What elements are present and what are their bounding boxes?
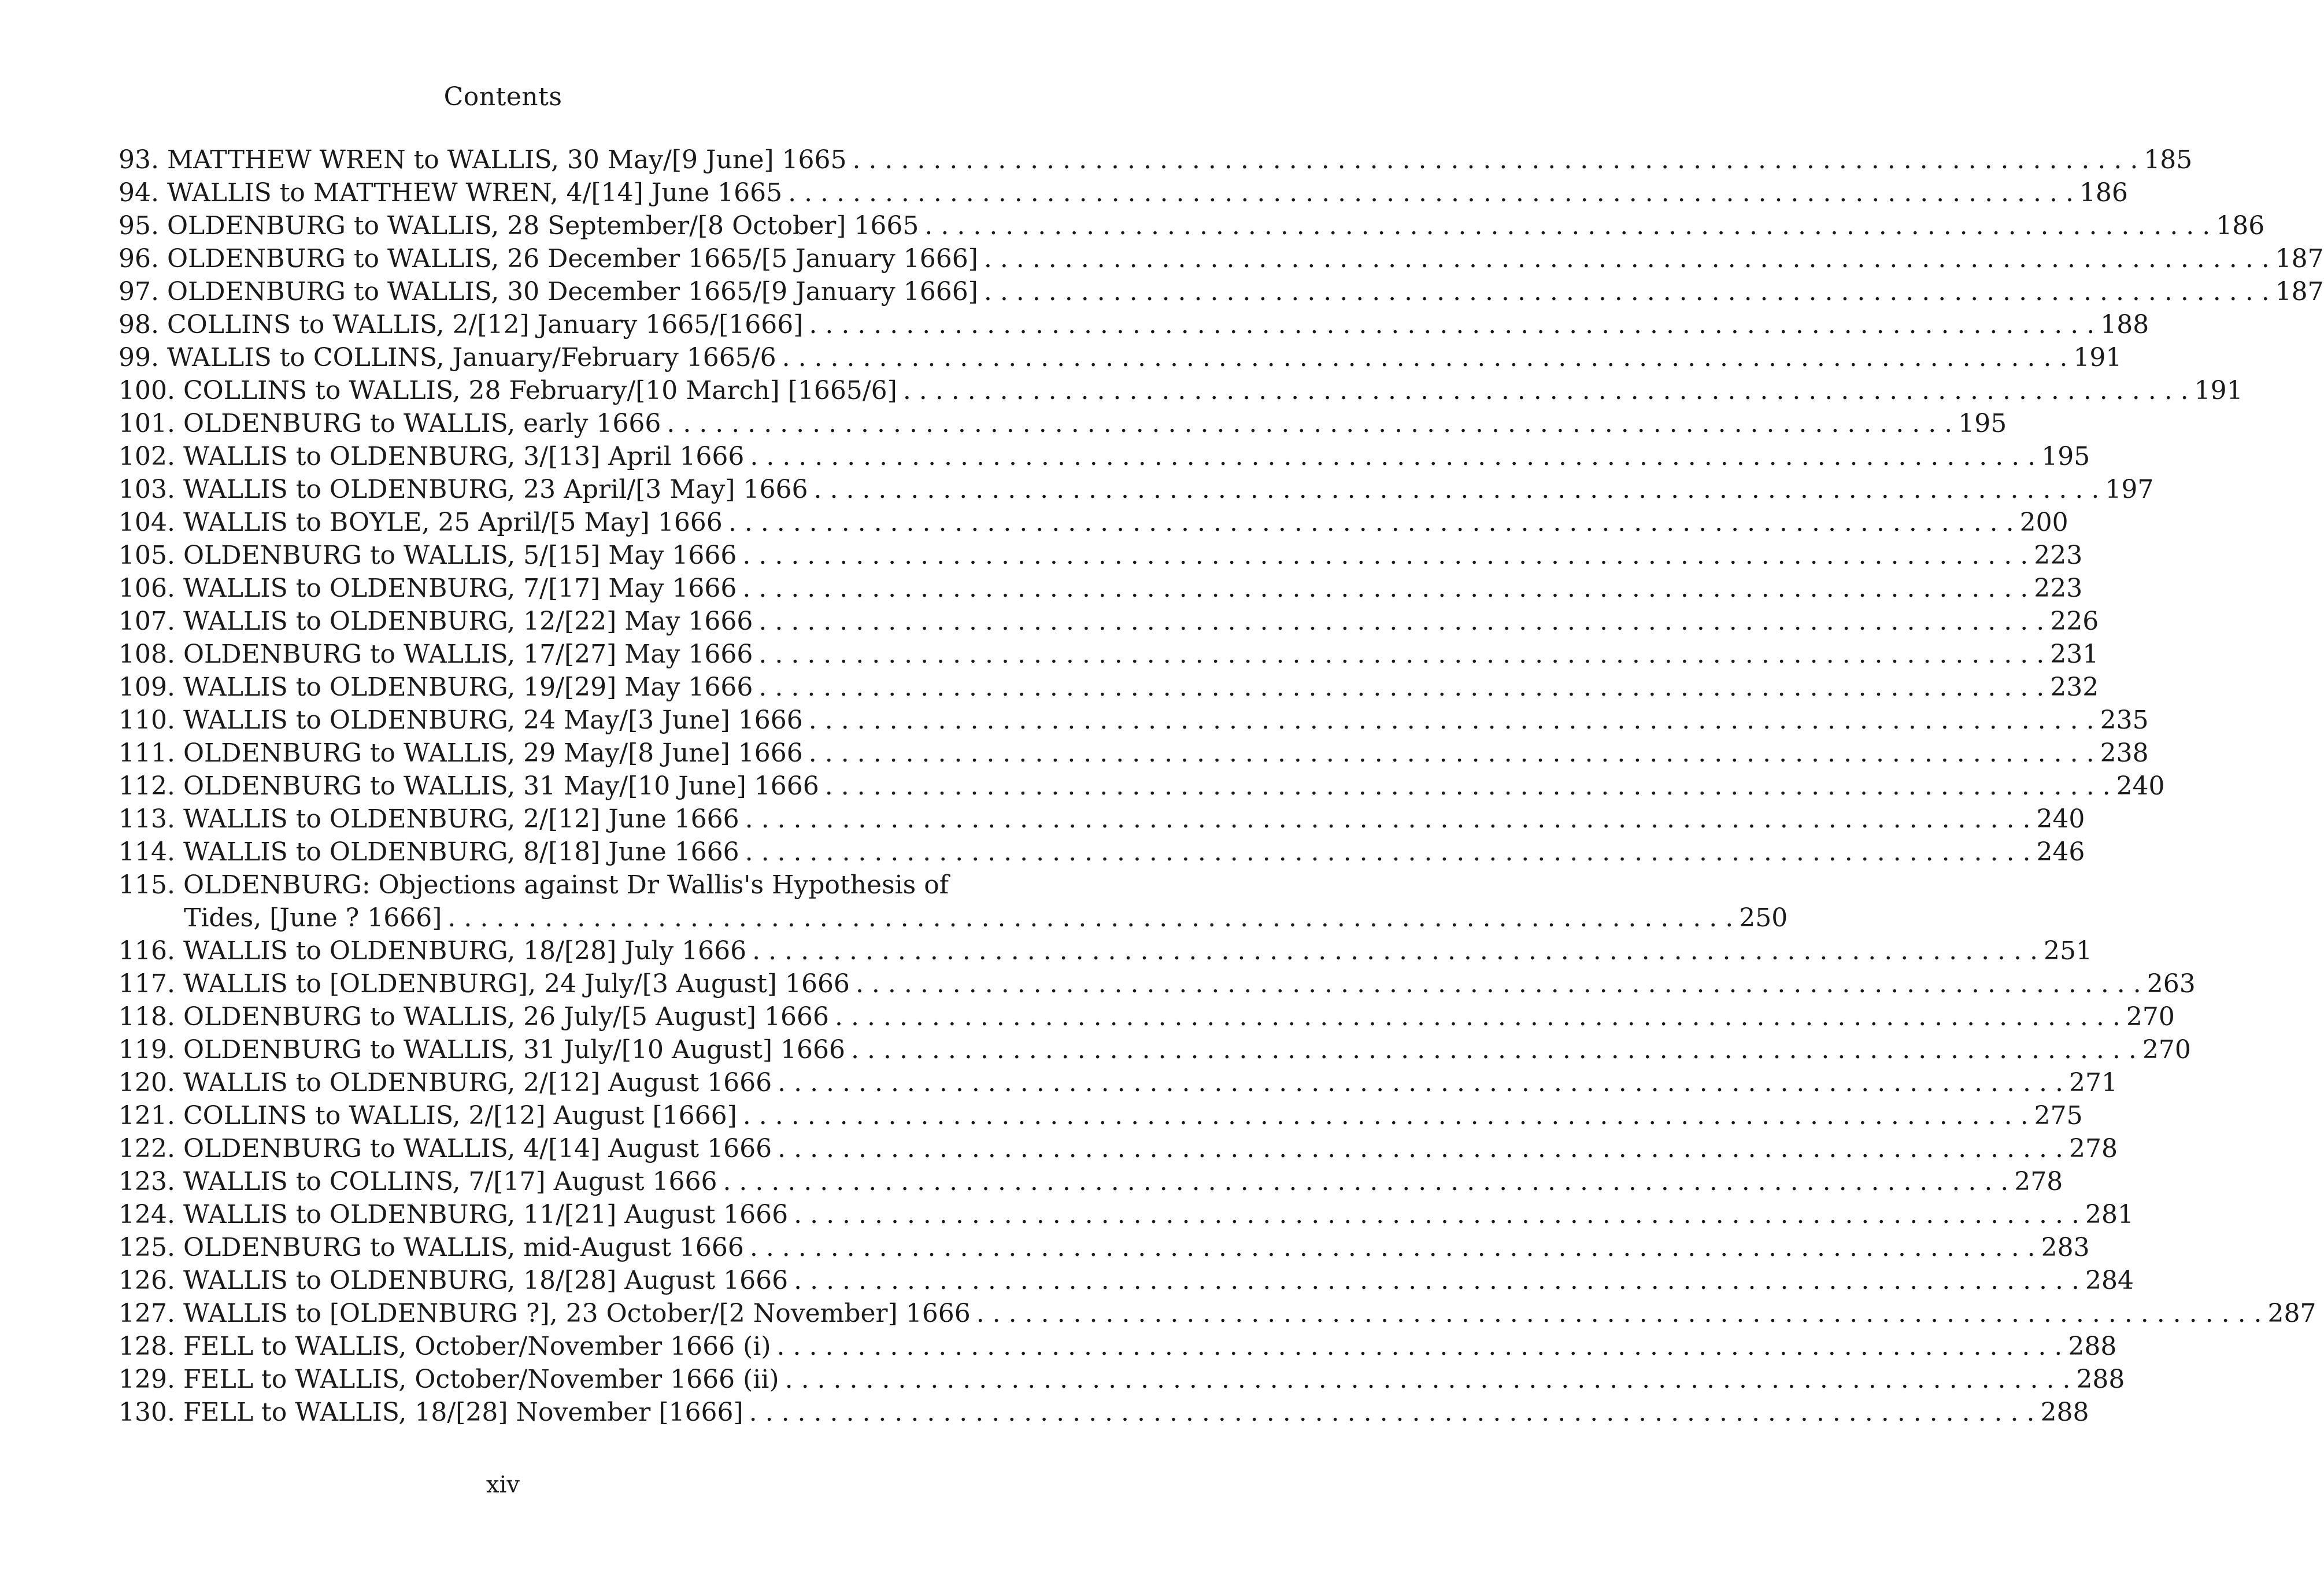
entry-page: 281 bbox=[2085, 1200, 2134, 1229]
toc-entry bbox=[119, 1198, 2134, 1231]
toc-entry bbox=[119, 967, 2196, 1000]
entry-page: 223 bbox=[2034, 541, 2083, 570]
leader-dots bbox=[777, 1330, 2063, 1363]
entry-title: MATTHEW WREN to WALLIS, 30 May/[9 June] 1665 bbox=[166, 145, 847, 175]
entry-title: WALLIS to OLDENBURG, 2/[12] August 1666 bbox=[183, 1068, 772, 1097]
leader-dots bbox=[785, 1363, 2071, 1396]
entry-page: 278 bbox=[2014, 1167, 2063, 1196]
leader-dots bbox=[742, 572, 2028, 605]
toc-entry-multiline-first bbox=[119, 869, 949, 901]
entry-title: WALLIS to OLDENBURG, 2/[12] June 1666 bbox=[183, 804, 739, 834]
toc-entry bbox=[119, 275, 2324, 308]
leader-dots bbox=[745, 803, 2031, 836]
entry-number: 122. bbox=[119, 1134, 175, 1163]
entry-number: 115. bbox=[119, 870, 175, 900]
toc-entry bbox=[119, 440, 2090, 473]
leader-dots bbox=[825, 770, 2111, 803]
entry-title: OLDENBURG to WALLIS, 5/[15] May 1666 bbox=[183, 541, 737, 570]
entry-page: 263 bbox=[2147, 969, 2196, 999]
toc-entry bbox=[119, 704, 2149, 737]
entry-title: COLLINS to WALLIS, 2/[12] August [1666] bbox=[183, 1101, 737, 1130]
entry-title: WALLIS to OLDENBURG, 12/[22] May 1666 bbox=[183, 607, 753, 636]
entry-number: 124. bbox=[119, 1200, 175, 1229]
leader-dots bbox=[723, 1165, 2008, 1198]
entry-page: 226 bbox=[2050, 607, 2099, 636]
entry-number: 117. bbox=[119, 969, 175, 999]
entry-page: 250 bbox=[1739, 903, 1788, 933]
entry-title: WALLIS to COLLINS, 7/[17] August 1666 bbox=[183, 1167, 717, 1196]
toc-entry bbox=[119, 671, 2099, 704]
entry-title: FELL to WALLIS, 18/[28] November [1666] bbox=[183, 1398, 743, 1427]
toc-entry bbox=[119, 242, 2324, 275]
entry-page: 195 bbox=[2041, 442, 2090, 471]
entry-number: 100. bbox=[119, 376, 175, 405]
entry-page: 284 bbox=[2085, 1266, 2134, 1295]
entry-number: 121. bbox=[119, 1101, 175, 1130]
entry-page: 232 bbox=[2050, 672, 2099, 702]
entry-page: 191 bbox=[2073, 343, 2122, 372]
entry-number: 96. bbox=[119, 244, 159, 274]
entry-title: OLDENBURG to WALLIS, 17/[27] May 1666 bbox=[183, 640, 753, 669]
entry-number: 94. bbox=[119, 178, 159, 208]
entry-page: 283 bbox=[2041, 1233, 2090, 1262]
leader-dots bbox=[809, 704, 2094, 737]
leader-dots bbox=[447, 901, 1733, 934]
entry-number: 102. bbox=[119, 442, 175, 471]
toc-entry bbox=[119, 605, 2099, 638]
leader-dots bbox=[984, 242, 2270, 275]
toc-entry bbox=[119, 1033, 2191, 1066]
entry-number: 113. bbox=[119, 804, 175, 834]
entry-page: 288 bbox=[2040, 1398, 2089, 1427]
entry-number: 112. bbox=[119, 771, 175, 801]
toc-entry bbox=[119, 737, 2149, 770]
entry-title: OLDENBURG to WALLIS, 31 July/[10 August] 1666 bbox=[183, 1035, 846, 1065]
entry-page: 231 bbox=[2050, 640, 2099, 669]
entry-title: WALLIS to COLLINS, January/February 1665/6 bbox=[166, 343, 776, 372]
entry-title: OLDENBURG to WALLIS, 28 September/[8 October] 1665 bbox=[166, 211, 919, 241]
entry-number: 109. bbox=[119, 672, 175, 702]
leader-dots bbox=[794, 1198, 2079, 1231]
entry-title: OLDENBURG to WALLIS, 26 July/[5 August] 1666 bbox=[183, 1002, 830, 1032]
toc-entry bbox=[119, 143, 2193, 176]
toc-entry bbox=[119, 1297, 2316, 1330]
entry-title: WALLIS to MATTHEW WREN, 4/[14] June 1665 bbox=[166, 178, 783, 208]
entry-number: 127. bbox=[119, 1299, 175, 1328]
leader-dots bbox=[782, 341, 2068, 374]
entry-page: 287 bbox=[2267, 1299, 2316, 1328]
table-of-contents bbox=[119, 143, 2324, 1429]
entry-number: 106. bbox=[119, 574, 175, 603]
toc-entry bbox=[119, 836, 2085, 869]
toc-entry bbox=[119, 934, 2092, 967]
entry-page: 235 bbox=[2100, 705, 2149, 735]
toc-entry bbox=[119, 1066, 2118, 1099]
entry-number: 114. bbox=[119, 837, 175, 867]
leader-dots bbox=[743, 1099, 2029, 1132]
entry-title: WALLIS to OLDENBURG, 11/[21] August 1666 bbox=[183, 1200, 789, 1229]
entry-title: WALLIS to [OLDENBURG ?], 23 October/[2 November] 1666 bbox=[183, 1299, 971, 1328]
entry-number: 110. bbox=[119, 705, 175, 735]
toc-entry bbox=[119, 1330, 2117, 1363]
entry-number: 126. bbox=[119, 1266, 175, 1295]
leader-dots bbox=[924, 209, 2210, 242]
leader-dots bbox=[984, 275, 2270, 308]
entry-page: 187 bbox=[2275, 277, 2324, 306]
toc-entry bbox=[119, 341, 2122, 374]
entry-number: 93. bbox=[119, 145, 159, 175]
leader-dots bbox=[856, 967, 2141, 1000]
entry-number: 103. bbox=[119, 475, 175, 504]
leader-dots bbox=[814, 473, 2100, 506]
entry-number: 104. bbox=[119, 508, 175, 537]
entry-title: WALLIS to OLDENBURG, 18/[28] July 1666 bbox=[183, 936, 747, 966]
entry-page: 278 bbox=[2068, 1134, 2118, 1163]
entry-title: WALLIS to OLDENBURG, 19/[29] May 1666 bbox=[183, 672, 753, 702]
leader-dots bbox=[752, 934, 2038, 967]
toc-entry bbox=[119, 770, 2165, 803]
toc-entry bbox=[119, 539, 2083, 572]
leader-dots bbox=[835, 1000, 2121, 1033]
toc-entry bbox=[119, 1396, 2089, 1429]
entry-number: 99. bbox=[119, 343, 159, 372]
entry-page: 185 bbox=[2144, 145, 2193, 175]
leader-dots bbox=[750, 1231, 2036, 1264]
leader-dots bbox=[903, 374, 2189, 407]
entry-page: 188 bbox=[2100, 310, 2149, 339]
toc-entry bbox=[119, 308, 2149, 341]
entry-title: OLDENBURG to WALLIS, 26 December 1665/[5 January 1666] bbox=[166, 244, 978, 274]
entry-page: 270 bbox=[2142, 1035, 2191, 1065]
toc-entry bbox=[119, 1000, 2175, 1033]
entry-title: OLDENBURG to WALLIS, early 1666 bbox=[183, 409, 661, 438]
page-folio: xiv bbox=[486, 1472, 520, 1498]
entry-title: OLDENBURG to WALLIS, 30 December 1665/[9 January 1666] bbox=[166, 277, 978, 306]
entry-page: 288 bbox=[2068, 1332, 2117, 1361]
entry-number: 118. bbox=[119, 1002, 175, 1032]
entry-number: 95. bbox=[119, 211, 159, 241]
entry-page: 246 bbox=[2036, 837, 2085, 867]
entry-number: 130. bbox=[119, 1398, 175, 1427]
leader-dots bbox=[788, 176, 2074, 209]
entry-number: 129. bbox=[119, 1365, 175, 1394]
entry-page: 240 bbox=[2116, 771, 2165, 801]
leader-dots bbox=[778, 1066, 2063, 1099]
entry-title: OLDENBURG to WALLIS, mid-August 1666 bbox=[183, 1233, 744, 1262]
entry-number: 108. bbox=[119, 640, 175, 669]
toc-entry bbox=[119, 176, 2128, 209]
entry-page: 200 bbox=[2019, 508, 2068, 537]
toc-entry bbox=[119, 374, 2243, 407]
entry-page: 186 bbox=[2216, 211, 2265, 241]
entry-page: 270 bbox=[2126, 1002, 2175, 1032]
entry-page: 191 bbox=[2194, 376, 2243, 405]
leader-dots bbox=[667, 407, 1952, 440]
entry-title: FELL to WALLIS, October/November 1666 (ii) bbox=[183, 1365, 779, 1394]
entry-title: WALLIS to OLDENBURG, 18/[28] August 1666 bbox=[183, 1266, 789, 1295]
toc-entry bbox=[119, 209, 2265, 242]
toc-entry bbox=[119, 1165, 2063, 1198]
entry-number: 120. bbox=[119, 1068, 175, 1097]
entry-title-line2: Tides, [June ? 1666] bbox=[184, 903, 442, 933]
entry-title: WALLIS to OLDENBURG, 23 April/[3 May] 1666 bbox=[183, 475, 808, 504]
leader-dots bbox=[851, 1033, 2137, 1066]
entry-number: 105. bbox=[119, 541, 175, 570]
leader-dots bbox=[758, 638, 2044, 671]
leader-dots bbox=[749, 1396, 2035, 1429]
toc-entry bbox=[119, 1132, 2118, 1165]
entry-number: 125. bbox=[119, 1233, 175, 1262]
entry-number: 116. bbox=[119, 936, 175, 966]
toc-entry bbox=[119, 1264, 2134, 1297]
toc-entry bbox=[119, 1231, 2090, 1264]
entry-title: WALLIS to OLDENBURG, 24 May/[3 June] 1666 bbox=[183, 705, 803, 735]
running-head: Contents bbox=[443, 82, 563, 112]
leader-dots bbox=[852, 143, 2138, 176]
entry-title-line1: OLDENBURG: Objections against Dr Wallis's Hypothesis of bbox=[183, 870, 949, 900]
leader-dots bbox=[778, 1132, 2063, 1165]
leader-dots bbox=[809, 308, 2094, 341]
leader-dots bbox=[976, 1297, 2262, 1330]
entry-title: COLLINS to WALLIS, 2/[12] January 1665/[1666] bbox=[166, 310, 804, 339]
leader-dots bbox=[758, 605, 2044, 638]
entry-page: 238 bbox=[2100, 738, 2149, 768]
leader-dots bbox=[809, 737, 2094, 770]
entry-page: 271 bbox=[2068, 1068, 2118, 1097]
leader-dots bbox=[742, 539, 2028, 572]
entry-title: WALLIS to OLDENBURG, 8/[18] June 1666 bbox=[183, 837, 739, 867]
toc-entry bbox=[119, 1363, 2125, 1396]
toc-entry bbox=[119, 473, 2154, 506]
toc-entry-multiline-continuation bbox=[119, 901, 1788, 934]
entry-number: 119. bbox=[119, 1035, 175, 1065]
entry-page: 240 bbox=[2036, 804, 2085, 834]
entry-title: COLLINS to WALLIS, 28 February/[10 March] [1665/6] bbox=[183, 376, 897, 405]
entry-number: 107. bbox=[119, 607, 175, 636]
toc-entry bbox=[119, 1099, 2083, 1132]
entry-title: WALLIS to [OLDENBURG], 24 July/[3 August] 1666 bbox=[183, 969, 850, 999]
toc-entry bbox=[119, 407, 2007, 440]
toc-entry bbox=[119, 506, 2068, 539]
entry-page: 197 bbox=[2105, 475, 2154, 504]
entry-number: 111. bbox=[119, 738, 175, 768]
entry-page: 251 bbox=[2043, 936, 2092, 966]
entry-title: FELL to WALLIS, October/November 1666 (i) bbox=[183, 1332, 771, 1361]
leader-dots bbox=[745, 836, 2031, 869]
entry-title: OLDENBURG to WALLIS, 29 May/[8 June] 1666 bbox=[183, 738, 803, 768]
entry-title: OLDENBURG to WALLIS, 31 May/[10 June] 1666 bbox=[183, 771, 819, 801]
entry-page: 195 bbox=[1958, 409, 2007, 438]
leader-dots bbox=[758, 671, 2044, 704]
entry-number: 123. bbox=[119, 1167, 175, 1196]
entry-number: 101. bbox=[119, 409, 175, 438]
entry-number: 97. bbox=[119, 277, 159, 306]
entry-title: WALLIS to BOYLE, 25 April/[5 May] 1666 bbox=[183, 508, 723, 537]
entry-number: 98. bbox=[119, 310, 159, 339]
toc-entry bbox=[119, 572, 2083, 605]
entry-page: 186 bbox=[2079, 178, 2128, 208]
entry-page: 187 bbox=[2275, 244, 2324, 274]
leader-dots bbox=[794, 1264, 2079, 1297]
toc-entry bbox=[119, 803, 2085, 836]
leader-dots bbox=[728, 506, 2014, 539]
entry-number: 128. bbox=[119, 1332, 175, 1361]
entry-page: 223 bbox=[2034, 574, 2083, 603]
leader-dots bbox=[750, 440, 2036, 473]
toc-entry bbox=[119, 638, 2099, 671]
entry-title: WALLIS to OLDENBURG, 3/[13] April 1666 bbox=[183, 442, 745, 471]
entry-page: 275 bbox=[2034, 1101, 2083, 1130]
entry-page: 288 bbox=[2076, 1365, 2125, 1394]
entry-title: WALLIS to OLDENBURG, 7/[17] May 1666 bbox=[183, 574, 737, 603]
entry-title: OLDENBURG to WALLIS, 4/[14] August 1666 bbox=[183, 1134, 772, 1163]
